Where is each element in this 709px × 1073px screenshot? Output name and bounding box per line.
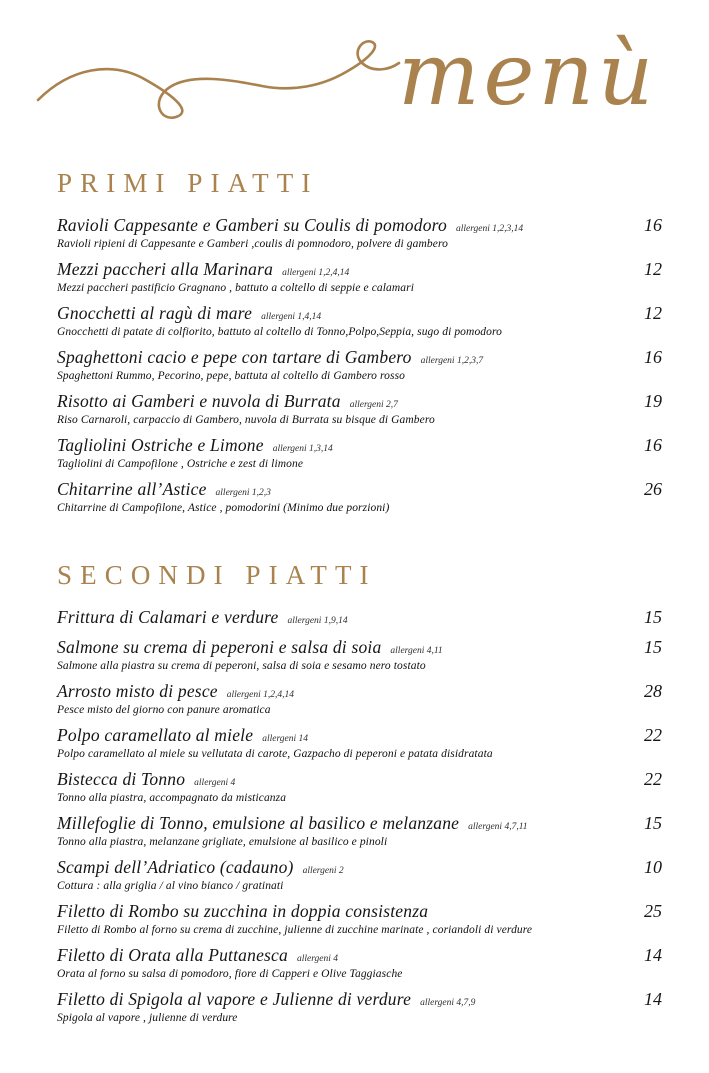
dish-price: 12 xyxy=(644,259,662,279)
dish-description: Orata al forno su salsa di pomodoro, fiore di Capperi e Olive Taggiasche xyxy=(57,968,403,980)
menu-item-line xyxy=(57,347,662,368)
menu-item xyxy=(57,725,662,760)
dish-name: Risotto ai Gamberi e nuvola di Burrata xyxy=(57,391,341,411)
allergens-label: allergeni 14 xyxy=(262,734,309,744)
dish-description: Spigola al vapore , julienne di verdure xyxy=(57,1012,238,1024)
dish-name: Salmone su crema di peperoni e salsa di soia xyxy=(57,637,382,657)
dish-name: Filetto di Rombo su zucchina in doppia consistenza xyxy=(57,901,429,921)
menu-item-line xyxy=(57,391,662,412)
allergens-label: allergeni 1,2,4,14 xyxy=(226,690,294,700)
dish-description: Pesce misto del giorno con panure aromatica xyxy=(57,704,271,716)
allergens-label: allergeni 1,3,14 xyxy=(272,444,333,454)
dish-description: Mezzi paccheri pastificio Gragnano , battuto a coltello di seppie e calamari xyxy=(57,282,415,294)
menu-item xyxy=(57,813,662,848)
menu-title-text: menù xyxy=(398,25,658,125)
menu-item-line xyxy=(57,901,662,922)
menu-item xyxy=(57,607,662,628)
dish-price: 22 xyxy=(644,725,662,745)
menu-item-line xyxy=(57,435,662,456)
dish-description: Polpo caramellato al miele su vellutata di carote, Gazpacho di peperoni e patata disidratata xyxy=(57,748,493,760)
menu-item xyxy=(57,769,662,804)
dish-price: 15 xyxy=(644,607,662,627)
menu-title-script xyxy=(0,0,709,152)
menu-section xyxy=(57,560,662,1024)
dish-name-group xyxy=(57,479,630,500)
menu-item-line xyxy=(57,725,662,746)
dish-price: 10 xyxy=(644,857,662,877)
menu-item-line xyxy=(57,681,662,702)
dish-name: Chitarrine all’Astice xyxy=(57,479,207,499)
dish-description: Riso Carnaroli, carpaccio di Gambero, nuvola di Burrata su bisque di Gambero xyxy=(57,414,435,426)
allergens-label: allergeni 4,11 xyxy=(390,646,443,656)
dish-name-group xyxy=(57,945,630,966)
menu-item-line xyxy=(57,479,662,500)
dish-name: Filetto di Spigola al vapore e Julienne di verdure xyxy=(57,989,412,1009)
menu-item xyxy=(57,391,662,426)
dish-price: 28 xyxy=(644,681,662,701)
menu-item-line xyxy=(57,607,662,628)
dish-description: Filetto di Rombo al forno su crema di zucchine, julienne di zucchine marinate , coriandoli di verdure xyxy=(57,924,533,936)
dish-description: Spaghettoni Rummo, Pecorino, pepe, battuta al coltello di Gambero rosso xyxy=(57,370,406,382)
menu-item-line xyxy=(57,637,662,658)
allergens-label: allergeni 1,4,14 xyxy=(261,312,322,322)
dish-name-group xyxy=(57,857,630,878)
dish-name: Bistecca di Tonno xyxy=(57,769,186,789)
menu-section xyxy=(57,168,662,514)
dish-name: Frittura di Calamari e verdure xyxy=(57,607,279,627)
menu-item xyxy=(57,303,662,338)
menu-header xyxy=(0,0,709,152)
dish-price: 26 xyxy=(644,479,662,499)
dish-name: Mezzi paccheri alla Marinara xyxy=(57,259,274,279)
allergens-label: allergeni 4 xyxy=(296,954,339,964)
dish-description: Gnocchetti di patate di colfiorito, battuto al coltello di Tonno,Polpo,Seppia, sugo di pomodoro xyxy=(57,326,502,338)
dish-name-group xyxy=(57,725,630,746)
dish-name-group xyxy=(57,607,630,628)
allergens-label: allergeni 4,7,9 xyxy=(420,998,476,1008)
dish-name-group xyxy=(57,391,630,412)
allergens-label: allergeni 1,2,3,14 xyxy=(455,224,524,234)
menu-item xyxy=(57,945,662,980)
dish-name-group xyxy=(57,989,630,1010)
dish-name: Filetto di Orata alla Puttanesca xyxy=(57,945,288,965)
allergens-label: allergeni 1,2,3 xyxy=(215,488,271,498)
dish-name-group xyxy=(57,637,630,658)
dish-name-group xyxy=(57,347,630,368)
dish-name-group xyxy=(57,303,630,324)
dish-name-group xyxy=(57,435,630,456)
menu-item xyxy=(57,435,662,470)
menu-item-line xyxy=(57,813,662,834)
dish-price: 25 xyxy=(644,901,662,921)
allergens-label: allergeni 1,9,14 xyxy=(287,616,348,626)
menu-item-line xyxy=(57,259,662,280)
dish-name: Scampi dell’Adriatico (cadauno) xyxy=(57,857,294,877)
dish-description: Tonno alla piastra, melanzane grigliate, emulsione al basilico e pinoli xyxy=(57,836,388,848)
dish-name: Ravioli Cappesante e Gamberi su Coulis di pomodoro xyxy=(57,215,447,235)
dish-description: Chitarrine di Campofilone, Astice , pomodorini (Minimo due porzioni) xyxy=(57,502,390,514)
dish-name: Millefoglie di Tonno, emulsione al basilico e melanzane xyxy=(57,813,460,833)
menu-item xyxy=(57,989,662,1024)
menu-item xyxy=(57,901,662,936)
dish-price: 16 xyxy=(644,215,662,235)
dish-description: Tagliolini di Campofilone , Ostriche e zest di limone xyxy=(57,458,304,470)
allergens-label: allergeni 1,2,4,14 xyxy=(282,268,350,278)
menu-item xyxy=(57,347,662,382)
menu-sections xyxy=(0,152,709,1073)
dish-name-group xyxy=(57,681,630,702)
menu-item-line xyxy=(57,945,662,966)
dish-price: 15 xyxy=(644,637,662,657)
flourish-line xyxy=(38,41,399,117)
menu-item xyxy=(57,681,662,716)
dish-name: Spaghettoni cacio e pepe con tartare di Gambero xyxy=(57,347,412,367)
dish-description: Tonno alla piastra, accompagnato da misticanza xyxy=(57,792,287,804)
menu-item-line xyxy=(57,769,662,790)
dish-price: 14 xyxy=(644,989,662,1009)
section-heading: SECONDI PIATTI xyxy=(57,560,377,590)
dish-description: Ravioli ripieni di Cappesante e Gamberi ,coulis di pomnodoro, polvere di gambero xyxy=(57,238,448,250)
dish-name-group xyxy=(57,901,630,922)
dish-name-group xyxy=(57,259,630,280)
dish-price: 12 xyxy=(644,303,662,323)
menu-item xyxy=(57,215,662,250)
dish-name-group xyxy=(57,215,630,236)
menu-item-line xyxy=(57,989,662,1010)
dish-name: Arrosto misto di pesce xyxy=(57,681,218,701)
dish-description: Salmone alla piastra su crema di peperoni, salsa di soia e sesamo nero tostato xyxy=(57,660,426,672)
dish-name: Polpo caramellato al miele xyxy=(57,725,254,745)
allergens-label: allergeni 2 xyxy=(302,866,344,876)
dish-price: 16 xyxy=(644,347,662,367)
dish-price: 14 xyxy=(644,945,662,965)
menu-item-line xyxy=(57,857,662,878)
dish-price: 16 xyxy=(644,435,662,455)
section-heading: PRIMI PIATTI xyxy=(57,168,319,198)
allergens-label: allergeni 4,7,11 xyxy=(468,822,528,832)
menu-item xyxy=(57,259,662,294)
menu-item-line xyxy=(57,303,662,324)
allergens-label: allergeni 1,2,3,7 xyxy=(420,356,484,366)
allergens-label: allergeni 4 xyxy=(194,778,236,788)
menu-item xyxy=(57,637,662,672)
dish-name: Gnocchetti al ragù di mare xyxy=(57,303,253,323)
menu-item-line xyxy=(57,215,662,236)
dish-price: 19 xyxy=(644,391,662,411)
dish-price: 15 xyxy=(644,813,662,833)
dish-name-group xyxy=(57,769,630,790)
menu-item xyxy=(57,479,662,514)
dish-name-group xyxy=(57,813,630,834)
dish-name: Tagliolini Ostriche e Limone xyxy=(57,435,264,455)
allergens-label: allergeni 2,7 xyxy=(349,400,398,410)
dish-price: 22 xyxy=(644,769,662,789)
menu-item xyxy=(57,857,662,892)
dish-description: Cottura : alla griglia / al vino bianco / gratinati xyxy=(57,880,284,892)
